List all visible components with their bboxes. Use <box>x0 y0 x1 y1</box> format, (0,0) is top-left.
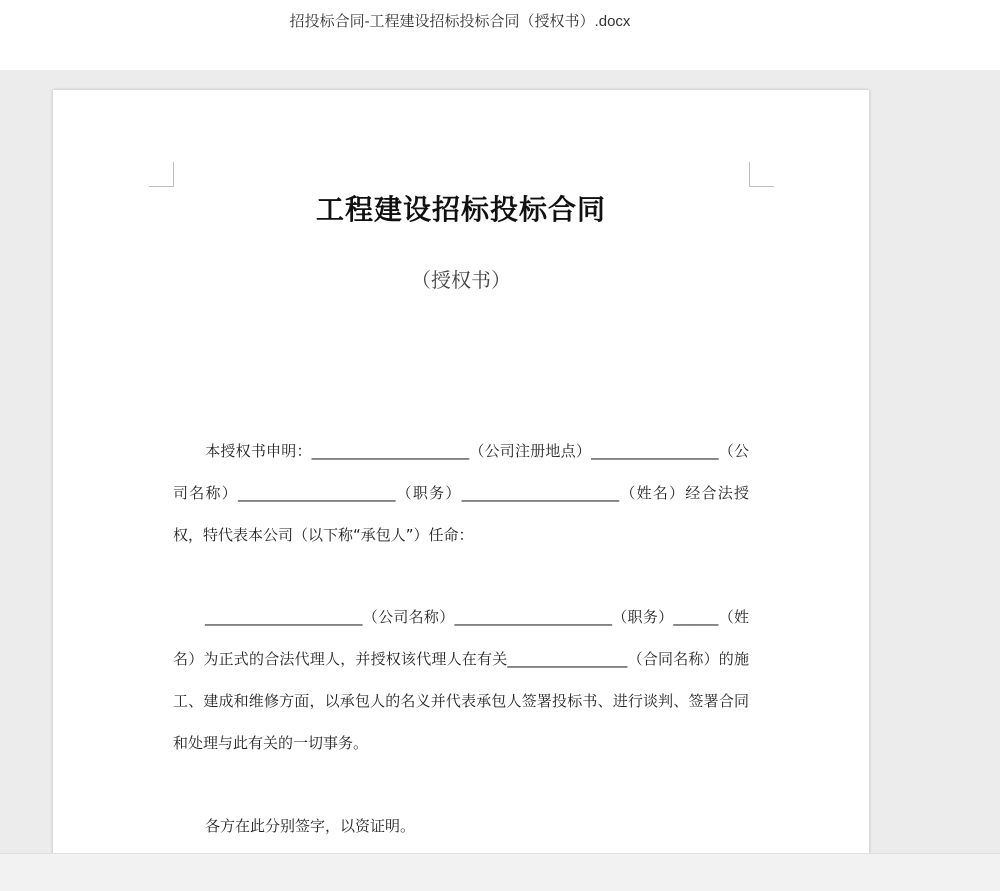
paragraph-declaration <box>173 430 749 556</box>
paragraph-text: 本授权书申明：_____________________（公司注册地点）_________________（公司名称）_____________________（职务）_____________________（姓名）经合法授权，特代表本公司（以下称“承包人”）任命： <box>173 442 749 544</box>
bottom-bar <box>0 853 1000 891</box>
document-heading: 工程建设招标投标合同 <box>315 193 606 226</box>
document-canvas[interactable] <box>0 70 1000 853</box>
paragraph-text: _____________________（公司名称）_____________________（职务）______（姓名）为正式的合法代理人，并授权该代理人在有关________________（合同名称）的施工、建成和维修方面，以承包人的名义并代表承包人签署投标书、进行谈判、签署合同和处理与此有关的一切事务。 <box>173 608 749 752</box>
document-subheading: （授权书） <box>411 268 511 292</box>
title-bar <box>0 0 1000 70</box>
paragraph-witness <box>173 805 749 847</box>
margin-corner-mark-right <box>749 162 774 187</box>
margin-corner-mark-left <box>149 162 174 187</box>
paragraph-text: 各方在此分别签字，以资证明。 <box>205 817 416 835</box>
paragraph-appointment <box>173 596 749 764</box>
document-filename: 招投标合同-工程建设招标投标合同（授权书）.docx <box>289 13 631 30</box>
document-page[interactable] <box>53 90 869 853</box>
